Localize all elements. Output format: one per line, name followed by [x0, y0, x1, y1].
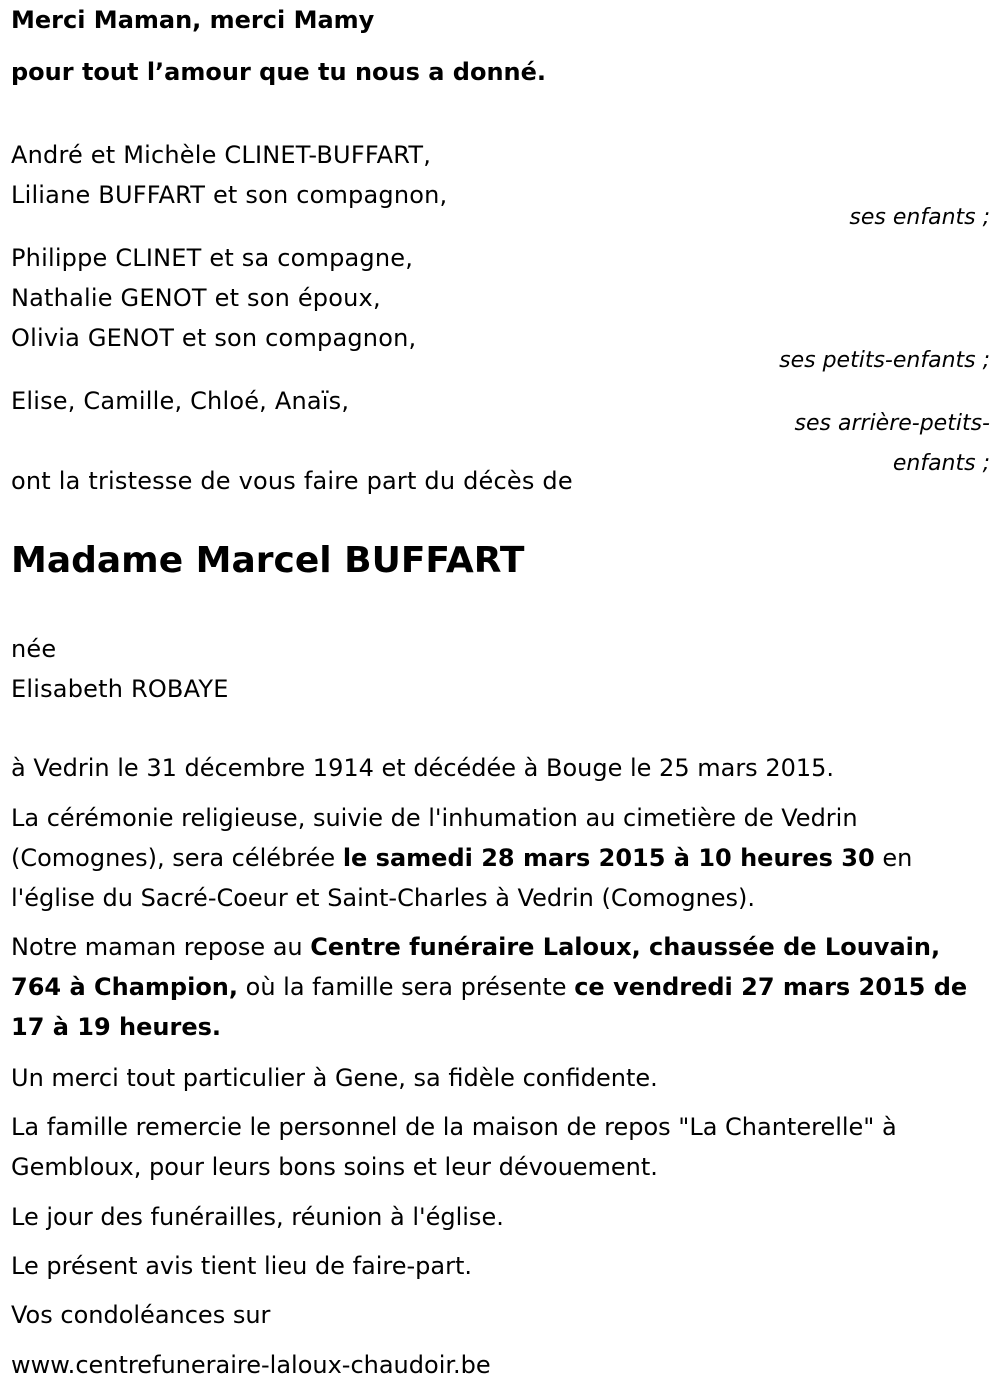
repose-text-1: Notre maman repose au: [11, 933, 311, 961]
header-line-1: Merci Maman, merci Mamy: [11, 6, 375, 34]
grandchildren-label: ses petits-enfants ;: [779, 348, 990, 373]
funeral-day-paragraph: Le jour des funérailles, réunion à l'église.: [11, 1203, 504, 1231]
notice-paragraph: Le présent avis tient lieu de faire-part.: [11, 1252, 473, 1280]
grandchildren-line-3: Olivia GENOT et son compagnon,: [11, 324, 417, 352]
great-grandchildren-label-2: enfants ;: [892, 451, 990, 476]
children-line-2: Liliane BUFFART et son compagnon,: [11, 181, 448, 209]
repose-text-2: où la famille sera présente: [238, 973, 575, 1001]
repose-paragraph: [11, 927, 991, 1047]
ceremony-text-2: en l'église du Sacré-Coeur et Saint-Charles à Vedrin (Comognes).: [11, 844, 913, 912]
thanks-paragraph: Un merci tout particulier à Gene, sa fidèle confidente.: [11, 1064, 658, 1092]
repose-visit-time: ce vendredi 27 mars 2015 de 17 à 19 heures.: [11, 973, 968, 1041]
website-link[interactable]: www.centrefuneraire-laloux-chaudoir.be: [11, 1351, 491, 1379]
repose-location: Centre funéraire Laloux, chaussée de Louvain, 764 à Champion,: [11, 933, 941, 1001]
children-line-1: André et Michèle CLINET-BUFFART,: [11, 141, 432, 169]
announcement-line: ont la tristesse de vous faire part du décès de: [11, 467, 573, 495]
grandchildren-line-1: Philippe CLINET et sa compagne,: [11, 244, 414, 272]
birth-name: Elisabeth ROBAYE: [11, 675, 229, 703]
great-grandchildren-line: Elise, Camille, Chloé, Anaïs,: [11, 387, 350, 415]
grandchildren-line-2: Nathalie GENOT et son époux,: [11, 284, 381, 312]
header-line-2: pour tout l’amour que tu nous a donné.: [11, 58, 547, 86]
nee-label: née: [11, 635, 57, 663]
ceremony-text-1: La cérémonie religieuse, suivie de l'inhumation au cimetière de Vedrin (Comognes), sera célébrée: [11, 804, 858, 872]
children-label: ses enfants ;: [849, 205, 990, 230]
condolences-paragraph: Vos condoléances sur: [11, 1301, 271, 1329]
great-grandchildren-label-1: ses arrière-petits-: [794, 411, 990, 436]
deceased-name: Madame Marcel BUFFART: [11, 540, 525, 581]
ceremony-date: le samedi 28 mars 2015 à 10 heures 30: [342, 844, 875, 872]
dates-paragraph: à Vedrin le 31 décembre 1914 et décédée à Bouge le 25 mars 2015.: [11, 754, 835, 782]
family-thanks-paragraph: La famille remercie le personnel de la maison de repos "La Chanterelle" à Gembloux, pour leurs bons soins et leur dévouement.: [11, 1113, 897, 1181]
ceremony-paragraph: [11, 798, 991, 918]
